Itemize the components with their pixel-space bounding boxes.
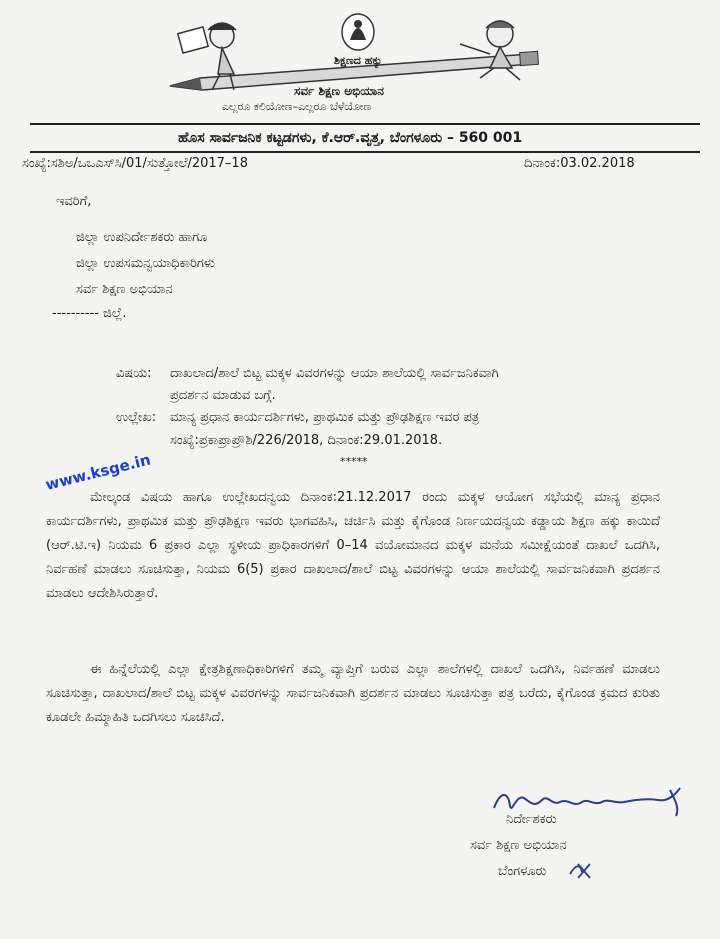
emblem-icon — [342, 14, 374, 50]
recipient-line: ---------- ಜಿಲ್ಲೆ. — [52, 306, 127, 321]
tagline: ಎಲ್ಲರೂ ಕಲಿಯೋಣ–ಎಲ್ಲರೂ ಬೆಳೆಯೋಣ — [222, 100, 372, 113]
emblem-caption: ಶಿಕ್ಷಣದ ಹಕ್ಕು — [334, 54, 382, 67]
reference-number: ಸಂಖ್ಯೆ:ಸಶಿಅ/ಒಒಎಸ್‌ಸಿ/01/ಸುತ್ತೋಲೆ/2017–18 — [22, 156, 248, 171]
header-rule-top — [30, 123, 700, 125]
child-right-icon — [460, 21, 520, 80]
reference-label: ಉಲ್ಲೇಖ: — [116, 410, 157, 425]
recipient-line: ಜಿಲ್ಲಾ ಉಪಸಮನ್ವಯಾಧಿಕಾರಿಗಳು — [76, 256, 216, 271]
initials-mark — [568, 860, 598, 884]
subject-label: ವಿಷಯ: — [116, 366, 152, 381]
header-rule-bottom — [30, 151, 700, 153]
date: ದಿನಾಂಕ:03.02.2018 — [524, 156, 635, 171]
body-paragraph: ಮೇಲ್ಕಂಡ ವಿಷಯ ಹಾಗೂ ಉಲ್ಲೇಖದನ್ವಯ ದಿನಾಂಕ:21.12.2017 ರಂದು ಮಕ್ಕಳ ಆಯೋಗ ಸಭೆಯಲ್ಲಿ ಮಾನ್ಯ ಪ್ರಧಾನ ಕಾರ್ಯದರ್ಶಿಗಳು, ಪ್ರಾಥಮಿಕ ಮತ್ತು ಪ್ರೌಢಶಿಕ್ಷಣ ಇವರು ಭಾಗವಹಿಸಿ, ಚರ್ಚಿಸಿ ಮತ್ತು ಕೈಗೊಂಡ ನಿರ್ಣಯದನ್ವಯ ಕಡ್ಡಾಯ ಶಿಕ್ಷಣ ಹಕ್ಕು ಕಾಯಿದೆ (ಆರ್.ಟಿ.ಇ) ನಿಯಮ 6 ಪ್ರಕಾರ ಎಲ್ಲಾ ಸ್ಥಳೀಯ ಪ್ರಾಧಿಕಾರಗಳಿಗೆ 0–14 ವಯೋಮಾನದ ಮಕ್ಕಳ ಮನೆಯ ಸಮೀಕ್ಷೆಯಂತೆ ದಾಖಲೆ ಒದಗಿಸಿ, ನಿರ್ವಹಣೆ ಮಾಡಲು ಸೂಚಿಸುತ್ತಾ, ನಿಯಮ 6(5) ಪ್ರಕಾರ ದಾಖಲಾದ/ಶಾಲೆ ಬಿಟ್ಟ ವಿವರಗಳನ್ನು ಆಯಾ ಶಾಲೆಯಲ್ಲಿ ಸಾರ್ವಜನಿಕವಾಗಿ ಪ್ರದರ್ಶನ ಮಾಡಲು ಆದೇಶಿಸಿರುತ್ತಾರೆ. — [46, 490, 660, 601]
org-name: ಸರ್ವ ಶಿಕ್ಷಣ ಅಭಿಯಾನ — [294, 84, 384, 98]
signatory-designation: ನಿರ್ದೇಶಕರು — [506, 812, 557, 827]
recipient-line: ಜಿಲ್ಲಾ ಉಪನಿರ್ದೇಶಕರು ಹಾಗೂ — [76, 230, 208, 245]
salutation: ಇವರಿಗೆ, — [56, 194, 92, 209]
signatory-place: ಬೆಂಗಳೂರು — [498, 864, 547, 879]
recipient-line: ಸರ್ವ ಶಿಕ್ಷಣ ಅಭಿಯಾನ — [76, 282, 173, 297]
subject-line: ದಾಖಲಾದ/ಶಾಲೆ ಬಿಟ್ಟ ಮಕ್ಕಳ ವಿವರಗಳನ್ನು ಆಯಾ ಶಾಲೆಯಲ್ಲಿ ಸಾರ್ವಜನಿಕವಾಗಿ — [170, 366, 499, 381]
subject-line: ಪ್ರದರ್ಶನ ಮಾಡುವ ಬಗ್ಗೆ. — [170, 388, 276, 403]
reference-line: ಮಾನ್ಯ ಪ್ರಧಾನ ಕಾರ್ಯದರ್ಶಿಗಳು, ಪ್ರಾಥಮಿಕ ಮತ್ತು ಪ್ರೌಢಶಿಕ್ಷಣ ಇವರ ಪತ್ರ — [170, 410, 480, 425]
reference-line: ಸಂಖ್ಯೆ:ಪ್ರಕಾಪ್ರಾಪ್ರೌಶಿ/226/2018, ದಿನಾಂಕ:29.01.2018. — [170, 433, 443, 448]
address: ಹೊಸ ಸಾರ್ವಜನಿಕ ಕಟ್ಟಡಗಳು, ಕೆ.ಆರ್.ವೃತ್ತ, ಬೆಂಗಳೂರು – 560 001 — [178, 130, 523, 146]
body-paragraph: ಈ ಹಿನ್ನೆಲೆಯಲ್ಲಿ ಎಲ್ಲಾ ಕ್ಷೇತ್ರಶಿಕ್ಷಣಾಧಿಕಾರಿಗಳಿಗೆ ತಮ್ಮ ವ್ಯಾಪ್ತಿಗೆ ಬರುವ ಎಲ್ಲಾ ಶಾಲೆಗಳಲ್ಲಿ ದಾಖಲೆ ಒದಗಿಸಿ, ನಿರ್ವಹಣೆ ಮಾಡಲು ಸೂಚಿಸುತ್ತಾ, ದಾಖಲಾದ/ಶಾಲೆ ಬಿಟ್ಟ ಮಕ್ಕಳ ವಿವರಗಳನ್ನು ಸಾರ್ವಜನಿಕವಾಗಿ ಪ್ರದರ್ಶನ ಮಾಡಲು ಸೂಚಿಸುತ್ತಾ ಪತ್ರ ಬರೆದು, ಕೈಗೊಂಡ ಕ್ರಮದ ಕುರಿತು ಕೂಡಲೇ ಹಿಮ್ಮಾಹಿತಿ ಒದಗಿಸಲು ಸೂಚಿಸಿದೆ. — [46, 662, 660, 725]
separator: ***** — [340, 455, 368, 468]
signatory-org: ಸರ್ವ ಶಿಕ್ಷಣ ಅಭಿಯಾನ — [470, 838, 567, 853]
watermark-url: www.ksge.in — [43, 450, 153, 494]
